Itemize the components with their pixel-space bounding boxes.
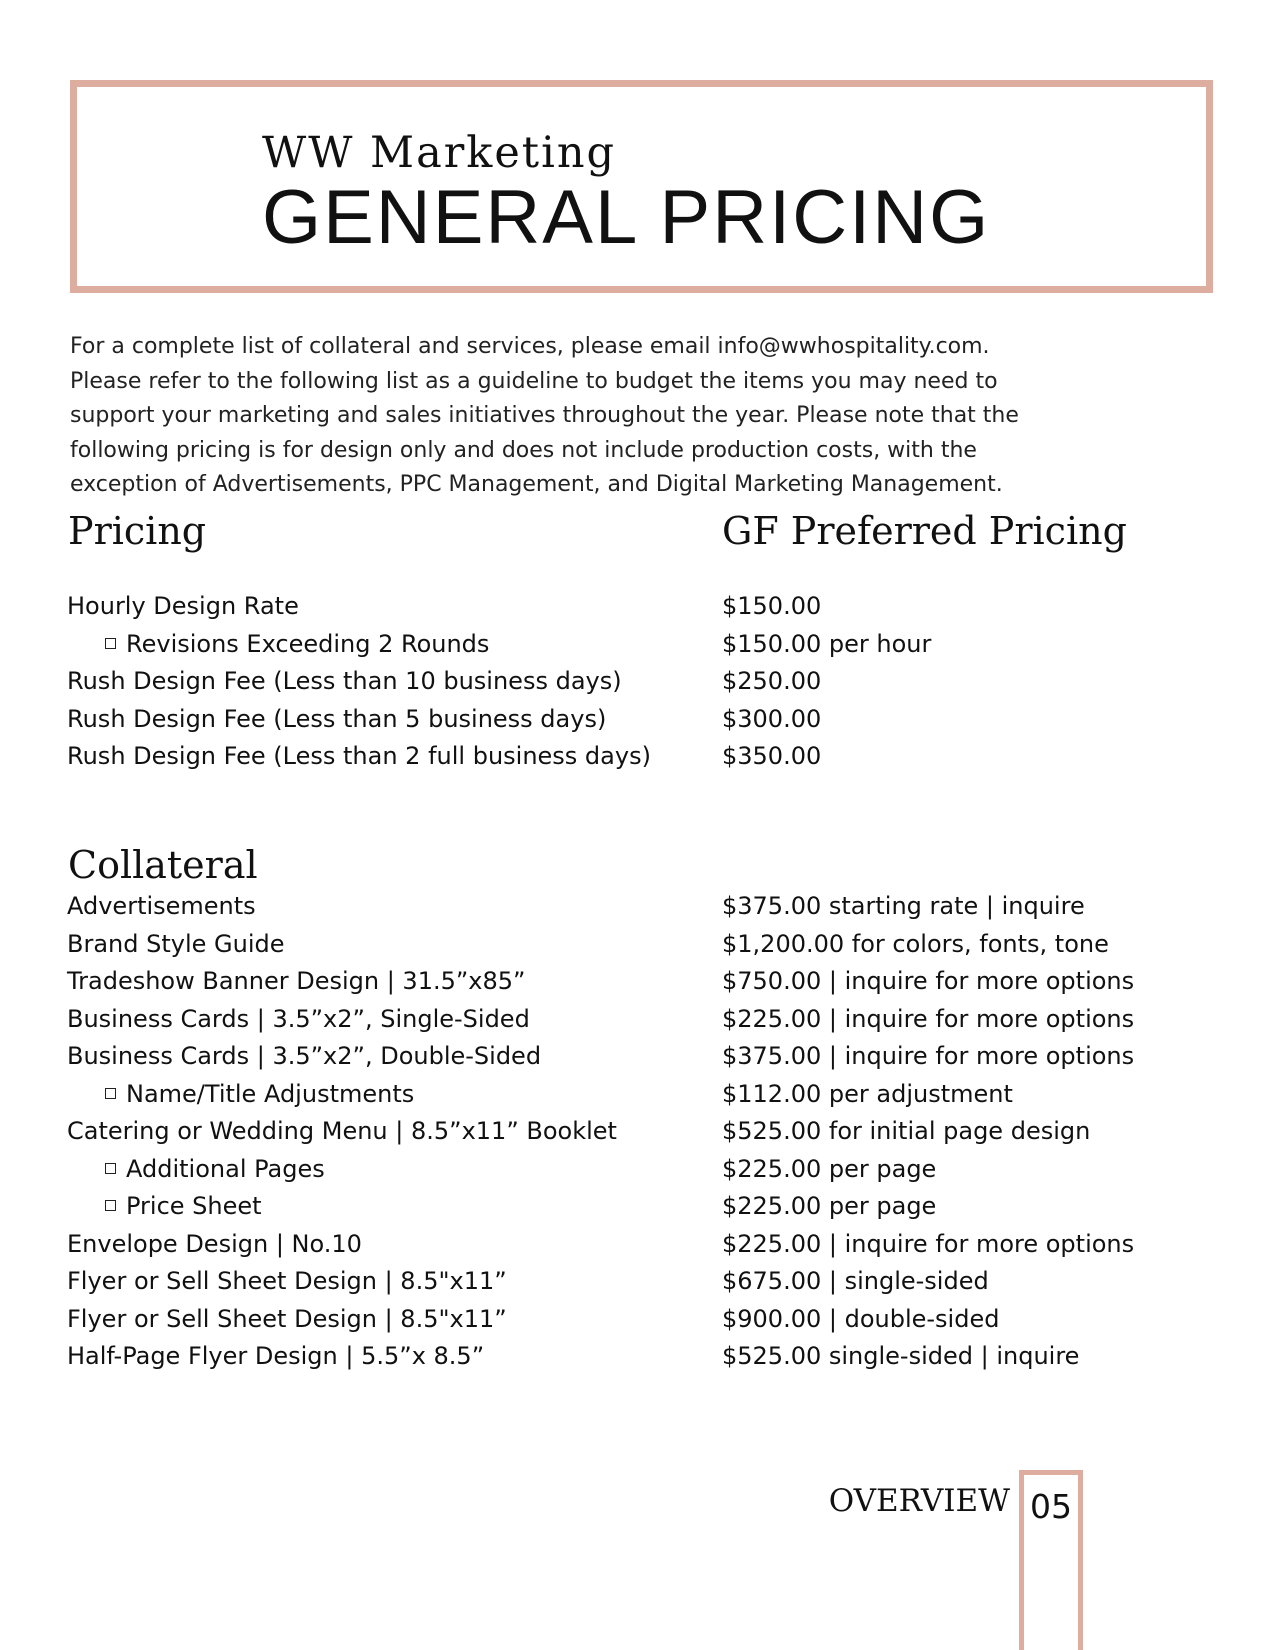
item-label — [67, 1001, 530, 1039]
item-label-text: Revisions Exceeding 2 Rounds — [126, 629, 490, 658]
item-price: $225.00 | inquire for more options — [722, 1229, 1135, 1258]
price-row — [67, 738, 1237, 776]
item-price: $350.00 — [722, 742, 822, 770]
sub-item-row — [67, 1151, 1237, 1189]
item-label — [67, 926, 285, 964]
item-price: $150.00 per hour — [722, 629, 932, 658]
intro-line: following pricing is for design only and does not include production costs, with the — [70, 437, 977, 463]
page-title: GENERAL PRICING — [262, 175, 991, 260]
item-label — [105, 1076, 414, 1114]
item-label — [67, 1038, 541, 1076]
intro-paragraph — [70, 330, 1220, 503]
intro-line: exception of Advertisements, PPC Management, and Digital Marketing Management. — [70, 472, 1003, 497]
price-row — [67, 1226, 1237, 1264]
item-price: $900.00 | double-sided — [722, 1304, 1000, 1333]
item-price: $375.00 starting rate | inquire — [722, 892, 1085, 920]
item-label — [67, 1301, 507, 1339]
item-label-text: Flyer or Sell Sheet Design | 8.5"x11” — [67, 1267, 507, 1295]
item-label-text: Catering or Wedding Menu | 8.5”x11” Booklet — [67, 1117, 617, 1145]
item-label — [67, 588, 299, 626]
item-label-text: Envelope Design | No.10 — [67, 1229, 362, 1258]
item-price: $225.00 per page — [722, 1154, 937, 1183]
item-price: $375.00 | inquire for more options — [722, 1042, 1135, 1070]
price-row — [67, 926, 1237, 964]
item-label — [105, 1188, 262, 1226]
price-row — [67, 1001, 1237, 1039]
item-label — [67, 963, 525, 1001]
item-label-text: Brand Style Guide — [67, 929, 285, 958]
item-price: $225.00 | inquire for more options — [722, 1004, 1135, 1033]
pricing-heading: Pricing — [68, 509, 207, 553]
item-price: $225.00 per page — [722, 1192, 937, 1220]
item-price: $525.00 for initial page design — [722, 1117, 1091, 1145]
preferred-pricing-heading: GF Preferred Pricing — [722, 509, 1127, 553]
item-label-text: Business Cards | 3.5”x2”, Single-Sided — [67, 1004, 530, 1033]
price-row — [67, 663, 1237, 701]
collateral-list — [67, 888, 1237, 1376]
price-row — [67, 1263, 1237, 1301]
item-price: $300.00 — [722, 704, 822, 733]
intro-line: Please refer to the following list as a guideline to budget the items you may need to — [70, 368, 998, 394]
item-price: $675.00 | single-sided — [722, 1267, 989, 1295]
intro-line: For a complete list of collateral and services, please email info@wwhospitality.com. — [70, 334, 990, 359]
brand-name: WW Marketing — [262, 128, 617, 178]
item-label-text: Rush Design Fee (Less than 2 full business days) — [67, 742, 651, 770]
page-number-tab — [1019, 1470, 1083, 1650]
price-row — [67, 1038, 1237, 1076]
item-label — [105, 1151, 325, 1189]
item-label-text: Rush Design Fee (Less than 10 business days) — [67, 667, 622, 695]
item-label — [67, 1226, 362, 1264]
item-price: $112.00 per adjustment — [722, 1079, 1013, 1108]
sub-item-row — [67, 1188, 1237, 1226]
item-label-text: Hourly Design Rate — [67, 592, 299, 620]
price-row — [67, 1113, 1237, 1151]
price-row — [67, 588, 1237, 626]
collateral-heading: Collateral — [68, 843, 258, 887]
footer-section-label: OVERVIEW — [828, 1483, 1010, 1519]
price-row — [67, 963, 1237, 1001]
item-label-text: Name/Title Adjustments — [126, 1079, 415, 1108]
item-price: $1,200.00 for colors, fonts, tone — [722, 929, 1109, 958]
item-label — [105, 626, 489, 664]
price-row — [67, 1338, 1237, 1376]
item-price: $150.00 — [722, 592, 822, 620]
square-bullet-icon — [105, 1163, 116, 1174]
item-label-text: Business Cards | 3.5”x2”, Double-Sided — [67, 1042, 542, 1070]
intro-line: support your marketing and sales initiatives throughout the year. Please note that the — [70, 403, 1019, 428]
item-label-text: Half-Page Flyer Design | 5.5”x 8.5” — [67, 1342, 485, 1370]
item-label — [67, 738, 651, 776]
item-label-text: Price Sheet — [126, 1192, 262, 1220]
item-price: $525.00 single-sided | inquire — [722, 1342, 1080, 1370]
square-bullet-icon — [105, 1088, 116, 1099]
item-label-text: Tradeshow Banner Design | 31.5”x85” — [67, 967, 526, 995]
item-label-text: Advertisements — [67, 892, 256, 920]
price-row — [67, 888, 1237, 926]
item-label-text: Flyer or Sell Sheet Design | 8.5"x11” — [67, 1304, 507, 1333]
page-number: 05 — [1030, 1487, 1072, 1526]
square-bullet-icon — [105, 638, 116, 649]
item-label — [67, 1263, 507, 1301]
square-bullet-icon — [105, 1200, 116, 1211]
price-row — [67, 701, 1237, 739]
sub-item-row — [67, 626, 1237, 664]
price-row — [67, 1301, 1237, 1339]
item-label — [67, 1113, 617, 1151]
item-label-text: Additional Pages — [126, 1154, 325, 1183]
item-label — [67, 701, 606, 739]
pricing-list — [67, 588, 1237, 776]
sub-item-row — [67, 1076, 1237, 1114]
item-label-text: Rush Design Fee (Less than 5 business days) — [67, 704, 607, 733]
item-price: $750.00 | inquire for more options — [722, 967, 1135, 995]
item-label — [67, 663, 622, 701]
item-label — [67, 888, 256, 926]
item-price: $250.00 — [722, 667, 822, 695]
item-label — [67, 1338, 484, 1376]
